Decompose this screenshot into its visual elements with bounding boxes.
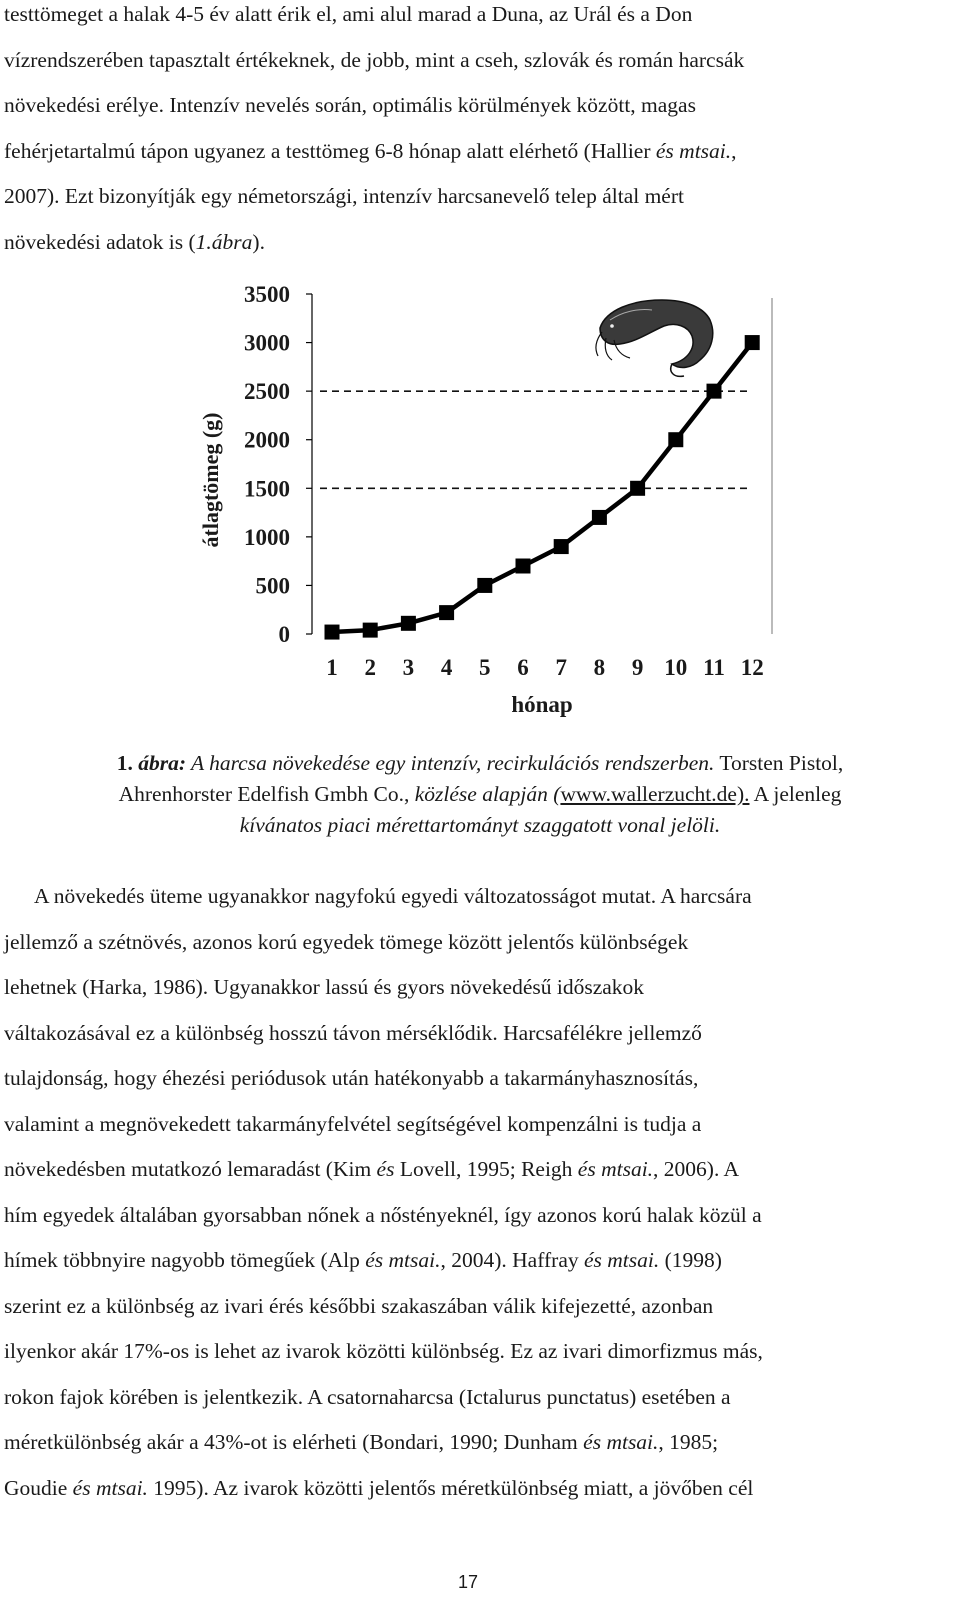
text-line: növekedési erélye. Intenzív nevelés során, optimális körülmények között, magas: [4, 93, 696, 117]
top-paragraph: [4, 0, 932, 265]
text-line: Goudie és mtsai. 1995). Az ivarok közötti jelentős méretkülönbség miatt, a jövőben cél: [4, 1475, 754, 1500]
x-tick-label: 3: [402, 655, 415, 680]
text-line: testtömeget a halak 4-5 év alatt érik el, ami alul marad a Duna, az Urál és a Don: [4, 2, 693, 26]
page-number: 17: [457, 1572, 479, 1592]
figure-label: ábra:: [138, 751, 186, 775]
data-point-marker: [745, 335, 760, 350]
text-line: méretkülönbség akár a 43%-ot is elérheti (Bondari, 1990; Dunham és mtsai., 1985;: [4, 1430, 719, 1454]
text-line: hímek többnyire nagyobb tömegűek (Alp és mtsai., 2004). Haffray és mtsai. (1998): [4, 1248, 722, 1272]
x-tick-label: 8: [593, 655, 606, 680]
market-size-reference-lines: [320, 391, 752, 488]
text-line: szerint ez a különbség az ivari érés későbbi szakaszában válik kifejezetté, azonban: [4, 1293, 714, 1318]
y-axis-ticks: [244, 282, 312, 647]
data-point-marker: [554, 539, 569, 554]
x-tick-label: 12: [740, 655, 764, 680]
y-tick-label: 0: [278, 622, 290, 647]
text-line: növekedési adatok is (1.ábra).: [4, 229, 265, 254]
text-line: rokon fajok körében is jelentkezik. A csatornaharcsa (Ictalurus punctatus) esetében a: [4, 1384, 731, 1409]
data-point-marker: [668, 432, 683, 447]
data-point-marker: [325, 625, 340, 640]
x-tick-label: 2: [364, 655, 376, 680]
caption-line: 1. ábra: A harcsa növekedése egy intenzív, recirkulációs rendszerben. Torsten Pistol,: [116, 751, 844, 775]
figure-caption: [0, 748, 960, 841]
text-line: lehetnek (Harka, 1986). Ugyanakkor lassú és gyors növekedésű időszakok: [4, 975, 645, 999]
y-tick-label: 500: [255, 573, 290, 599]
text-line: valamint a megnövekedett takarmányfelvétel segítségével kompenzálni is tudja a: [4, 1111, 702, 1136]
y-tick-label: 1000: [244, 524, 290, 550]
y-tick-label: 2500: [244, 379, 290, 405]
data-point-marker: [363, 623, 378, 638]
data-point-marker: [516, 559, 531, 574]
data-point-marker: [592, 510, 607, 525]
x-tick-label: 7: [555, 655, 567, 680]
text-line: tulajdonság, hogy éhezési periódusok után hatékonyabb a takarmányhasznosítás,: [4, 1066, 699, 1090]
data-point-marker: [707, 384, 722, 399]
text-line: vízrendszerében tapasztalt értékeknek, de jobb, mint a cseh, szlovák és román harcsák: [4, 47, 745, 72]
caption-line: kívánatos piaci mérettartományt szaggatott vonal jelöli.: [239, 813, 721, 837]
source-link[interactable]: www.wallerzucht.de).: [560, 782, 750, 806]
text-line: váltakozásával ez a különbség hosszú távon mérséklődik. Harcsafélékre jellemző: [4, 1020, 702, 1045]
text-line: fehérjetartalmú tápon ugyanez a testtömeg 6-8 hónap alatt elérhető (Hallier és mtsai.,: [4, 138, 737, 163]
x-tick-label: 10: [664, 655, 688, 680]
text-line: jellemző a szétnövés, azonos korú egyedek tömege között jelentős különbségek: [4, 929, 689, 954]
data-point-marker: [439, 605, 454, 620]
x-tick-label: 4: [440, 655, 453, 680]
x-tick-label: 9: [631, 655, 644, 680]
data-point-marker: [630, 481, 645, 496]
y-tick-label: 3000: [244, 330, 290, 356]
text-line: 2007). Ezt bizonyítják egy németországi, intenzív harcsanevelő telep által mért: [4, 184, 684, 208]
y-tick-label: 2000: [244, 427, 290, 453]
data-point-marker: [477, 578, 492, 593]
text-line: hím egyedek általában gyorsabban nőnek a nőstényeknél, így azonos korú halak közül a: [4, 1202, 762, 1227]
x-tick-label: 5: [479, 655, 491, 680]
text-line: A növekedés üteme ugyanakkor nagyfokú egyedi változatosságot mutat. A harcsára: [34, 884, 752, 908]
x-tick-label: 6: [517, 655, 529, 680]
growth-chart: [0, 270, 960, 730]
x-axis-label: hónap: [511, 692, 573, 717]
x-axis-ticks: [326, 655, 763, 680]
text-line: ilyenkor akár 17%-os is lehet az ivarok közötti különbség. Ez az ivari dimorfizmus más,: [4, 1339, 763, 1363]
y-tick-label: 1500: [244, 476, 290, 502]
series-line: [332, 343, 752, 632]
figure-number: 1.: [116, 751, 139, 775]
data-point-marker: [401, 616, 416, 631]
caption-line: Ahrenhorster Edelfish Gmbh Co., közlése alapján (www.wallerzucht.de). A jelenleg: [118, 782, 842, 806]
y-tick-label: 3500: [244, 282, 290, 307]
y-axis-label: átlagtömeg (g): [198, 412, 223, 548]
x-tick-label: 11: [703, 655, 725, 680]
x-tick-label: 1: [326, 655, 338, 680]
catfish-illustration: [596, 300, 713, 376]
bottom-paragraph: [4, 874, 932, 1511]
series-markers: [325, 335, 760, 639]
text-line: növekedésben mutatkozó lemaradást (Kim és Lovell, 1995; Reigh és mtsai., 2006). A: [4, 1157, 740, 1181]
